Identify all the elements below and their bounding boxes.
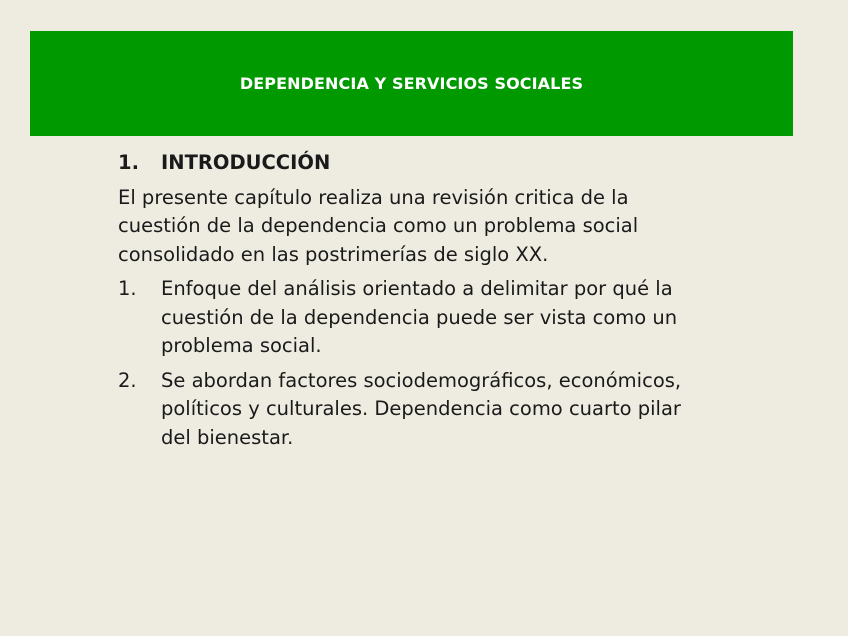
- heading-text: INTRODUCCIÓN: [161, 151, 331, 174]
- list-item: [118, 367, 718, 453]
- list-item-line: Se abordan factores sociodemográficos, económicos,: [161, 368, 682, 392]
- list-item-number: 1.: [118, 277, 137, 300]
- title-banner: [30, 31, 793, 136]
- section-heading: [118, 149, 718, 178]
- slide-title: DEPENDENCIA Y SERVICIOS SOCIALES: [239, 74, 584, 93]
- intro-line: El presente capítulo realiza una revisión critica de la: [118, 185, 629, 209]
- slide-content: [118, 149, 718, 458]
- list-item-line: Enfoque del análisis orientado a delimitar por qué la: [161, 277, 673, 300]
- intro-line: cuestión de la dependencia como un problema social: [118, 214, 639, 237]
- heading-number: 1.: [118, 151, 139, 174]
- list-item: [118, 275, 718, 361]
- list-item-text: [161, 367, 718, 453]
- list-item-number: 2.: [118, 368, 137, 392]
- intro-line: consolidado en las postrimerías de siglo XX.: [118, 242, 549, 266]
- list-item-line: cuestión de la dependencia puede ser vista como un: [161, 305, 678, 329]
- list-item-text: [161, 275, 718, 361]
- list-item-line: del bienestar.: [161, 425, 294, 449]
- list-item-line: problema social.: [161, 334, 322, 357]
- intro-paragraph: [118, 184, 718, 270]
- list-item-line: políticos y culturales. Dependencia como cuarto pilar: [161, 397, 681, 420]
